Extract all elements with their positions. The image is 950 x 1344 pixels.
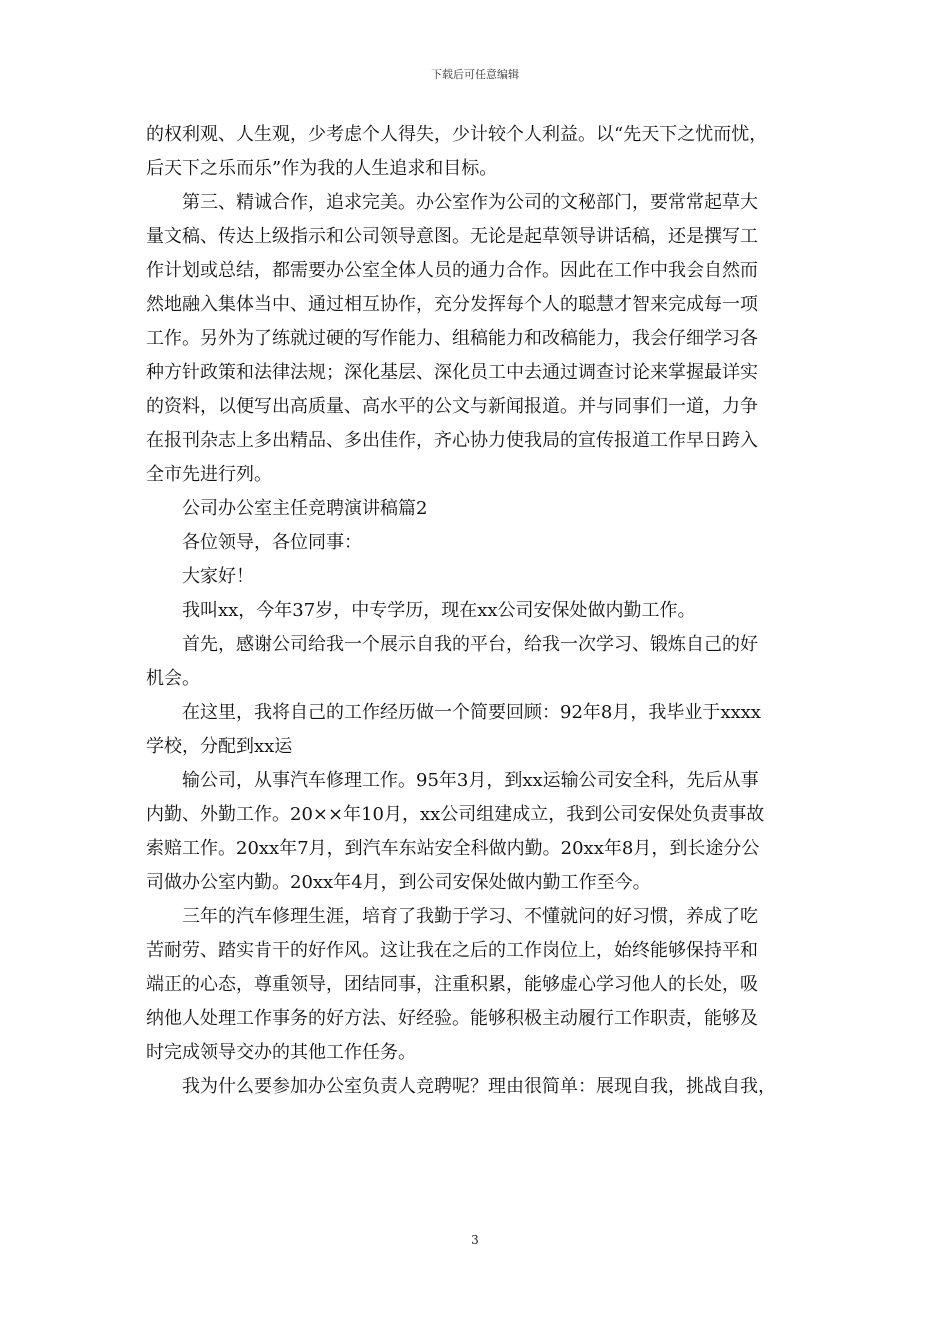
text-line: 时完成领导交办的其他工作任务。 (146, 1042, 416, 1063)
text-line: 量文稿、传达上级指示和公司领导意图。无论是起草领导讲话稿，还是撰写工 (146, 226, 758, 247)
text-line: 在这里，我将自己的工作经历做一个简要回顾：92年8月，我毕业于xxxx (146, 702, 761, 723)
text-line: 的权利观、人生观，少考虑个人得失，少计较个人利益。以“先天下之忧而忧， (146, 124, 768, 145)
text-line: 机会。 (146, 668, 200, 689)
text-line: 索赔工作。20xx年7月，到汽车东站安全科做内勤。20xx年8月，到长途分公 (146, 838, 760, 859)
text-line: 端正的心态，尊重领导，团结同事，注重积累，能够虚心学习他人的长处，吸 (146, 974, 758, 995)
text-line: 种方针政策和法律法规；深化基层、深化员工中去通过调查讨论来掌握最详实 (146, 362, 758, 383)
text-line: 工作。另外为了练就过硬的写作能力、组稿能力和改稿能力，我会仔细学习各 (146, 328, 758, 349)
text-line: 学校，分配到xx运 (146, 736, 293, 757)
text-line: 的资料，以便写出高质量、高水平的公文与新闻报道。并与同事们一道，力争 (146, 396, 758, 417)
text-line: 后天下之乐而乐”作为我的人生追求和目标。 (146, 158, 498, 179)
text-line: 司做办公室内勤。20xx年4月，到公司安保处做内勤工作至今。 (146, 872, 651, 893)
text-line: 我叫xx，今年37岁，中专学历，现在xx公司安保处做内勤工作。 (146, 600, 696, 621)
text-line: 大家好！ (146, 566, 254, 587)
text-line: 三年的汽车修理生涯，培育了我勤于学习、不懂就问的好习惯，养成了吃 (146, 906, 758, 927)
text-line: 然地融入集体当中、通过相互协作，充分发挥每个人的聪慧才智来完成每一项 (146, 294, 758, 315)
text-line: 首先，感谢公司给我一个展示自我的平台，给我一次学习、锻炼自己的好 (146, 634, 758, 655)
text-line: 纳他人处理工作事务的好方法、好经验。能够积极主动履行工作职责，能够及 (146, 1008, 758, 1029)
text-line: 输公司，从事汽车修理工作。95年3月，到xx运输公司安全科，先后从事 (146, 770, 759, 791)
text-line: 作计划或总结，都需要办公室全体人员的通力合作。因此在工作中我会自然而 (146, 260, 758, 281)
text-line: 各位领导，各位同事： (146, 532, 362, 553)
section-title: 公司办公室主任竞聘演讲稿篇2 (146, 498, 428, 519)
text-line: 全市先进行列。 (146, 464, 272, 485)
text-line: 第三、精诚合作，追求完美。办公室作为公司的文秘部门，要常常起草大 (146, 192, 758, 213)
text-line: 苦耐劳、踏实肯干的好作风。这让我在之后的工作岗位上，始终能够保持平和 (146, 940, 758, 961)
document-body (146, 118, 816, 1104)
text-line: 内勤、外勤工作。20××年10月，xx公司组建成立，我到公司安保处负责事故 (146, 804, 765, 825)
text-line: 在报刊杂志上多出精品、多出佳作，齐心协力使我局的宣传报道工作早日跨入 (146, 430, 758, 451)
page-number: 3 (471, 1233, 479, 1247)
text-line: 我为什么要参加办公室负责人竞聘呢？理由很简单：展现自我，挑战自我， (146, 1076, 776, 1097)
page-header: 下载后可任意编辑 (431, 68, 519, 81)
